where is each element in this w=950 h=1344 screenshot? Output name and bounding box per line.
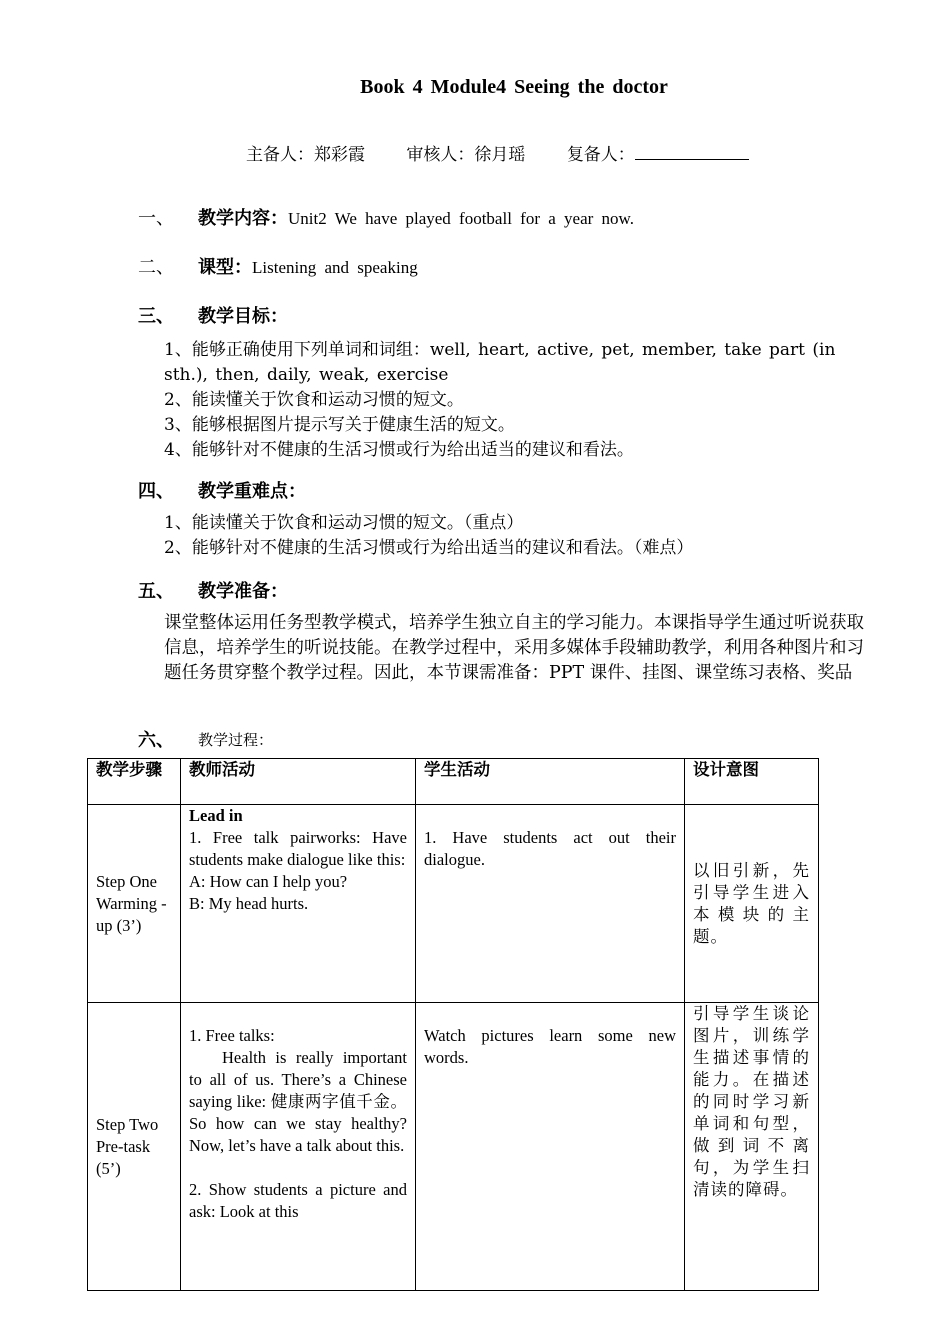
step-cell: Step Two Pre-task (5’) — [88, 1003, 181, 1291]
list-item: 3、能够根据图片提示写关于健康生活的短文。 — [164, 415, 515, 435]
section-type-text: Listening and speaking — [252, 258, 418, 277]
header-student: 学生活动 — [416, 759, 685, 805]
list-item: 1、能够正确使用下列单词和词组：well, heart, active, pet, member, take part (in — [164, 340, 836, 360]
table-header-row — [88, 759, 819, 805]
table-row — [88, 805, 819, 1003]
student-cell: 1. Have students act out their dialogue. — [416, 805, 685, 1003]
preparers-line — [246, 140, 821, 165]
list-item: 2、能读懂关于饮食和运动习惯的短文。 — [164, 390, 464, 410]
intent-cell: 引导学生谈论图片，训练学生描述事情的能力。在描述的同时学习新单词和句型，做到词不离句，为学生扫清读的障碍。 — [685, 1003, 819, 1291]
list-item: sth.), then, daily, weak, exercise — [164, 365, 449, 385]
key-points-list — [164, 511, 693, 561]
header-intent: 设计意图 — [685, 759, 819, 805]
header-teacher: 教师活动 — [181, 759, 416, 805]
main-preparer: 主备人：郑彩霞 — [246, 145, 365, 165]
intent-cell: 以旧引新，先引导学生进入本模块的主题。 — [685, 805, 819, 1003]
objectives-list — [164, 338, 862, 463]
process-table — [87, 758, 819, 1291]
teacher-cell: 1. Free talks: Health is really important to all of us. There’s a Chinese saying like: 健康两字值千金。So how can we stay healthy? Now, let’s have a talk about this. 2. Show students a picture and ask: Look at this — [181, 1003, 416, 1291]
list-item: 1、能读懂关于饮食和运动习惯的短文。（重点） — [164, 513, 524, 533]
section-content-text: Unit2 We have played football for a year now. — [288, 209, 634, 228]
co-preparer: 复备人： — [567, 145, 785, 165]
step-cell: Step One Warming -up (3’) — [88, 805, 181, 1003]
teacher-cell: Lead in 1. Free talk pairworks: Have students make dialogue like this: A: How can I help you? B: My head hurts. — [181, 805, 416, 1003]
list-item: 4、能够针对不健康的生活习惯或行为给出适当的建议和看法。 — [164, 440, 634, 460]
reviewer: 审核人：徐月瑶 — [406, 145, 526, 165]
co-preparer-blank — [635, 145, 749, 160]
preparation-text: 课堂整体运用任务型教学模式，培养学生独立自主的学习能力。本课指导学生通过听说获取信息，培养学生的听说技能。在教学过程中，采用多媒体手段辅助教学，利用各种图片和习题任务贯穿整个教学过程。因此，本节课需准备：PPT 课件、挂图、课堂练习表格、奖品 — [164, 613, 864, 683]
page-title: Book 4 Module4 Seeing the doctor — [360, 76, 668, 98]
header-step: 教学步骤 — [88, 759, 181, 805]
table-row — [88, 1003, 819, 1291]
list-item: 2、能够针对不健康的生活习惯或行为给出适当的建议和看法。（难点） — [164, 538, 694, 558]
student-cell: Watch pictures learn some new words. — [416, 1003, 685, 1291]
